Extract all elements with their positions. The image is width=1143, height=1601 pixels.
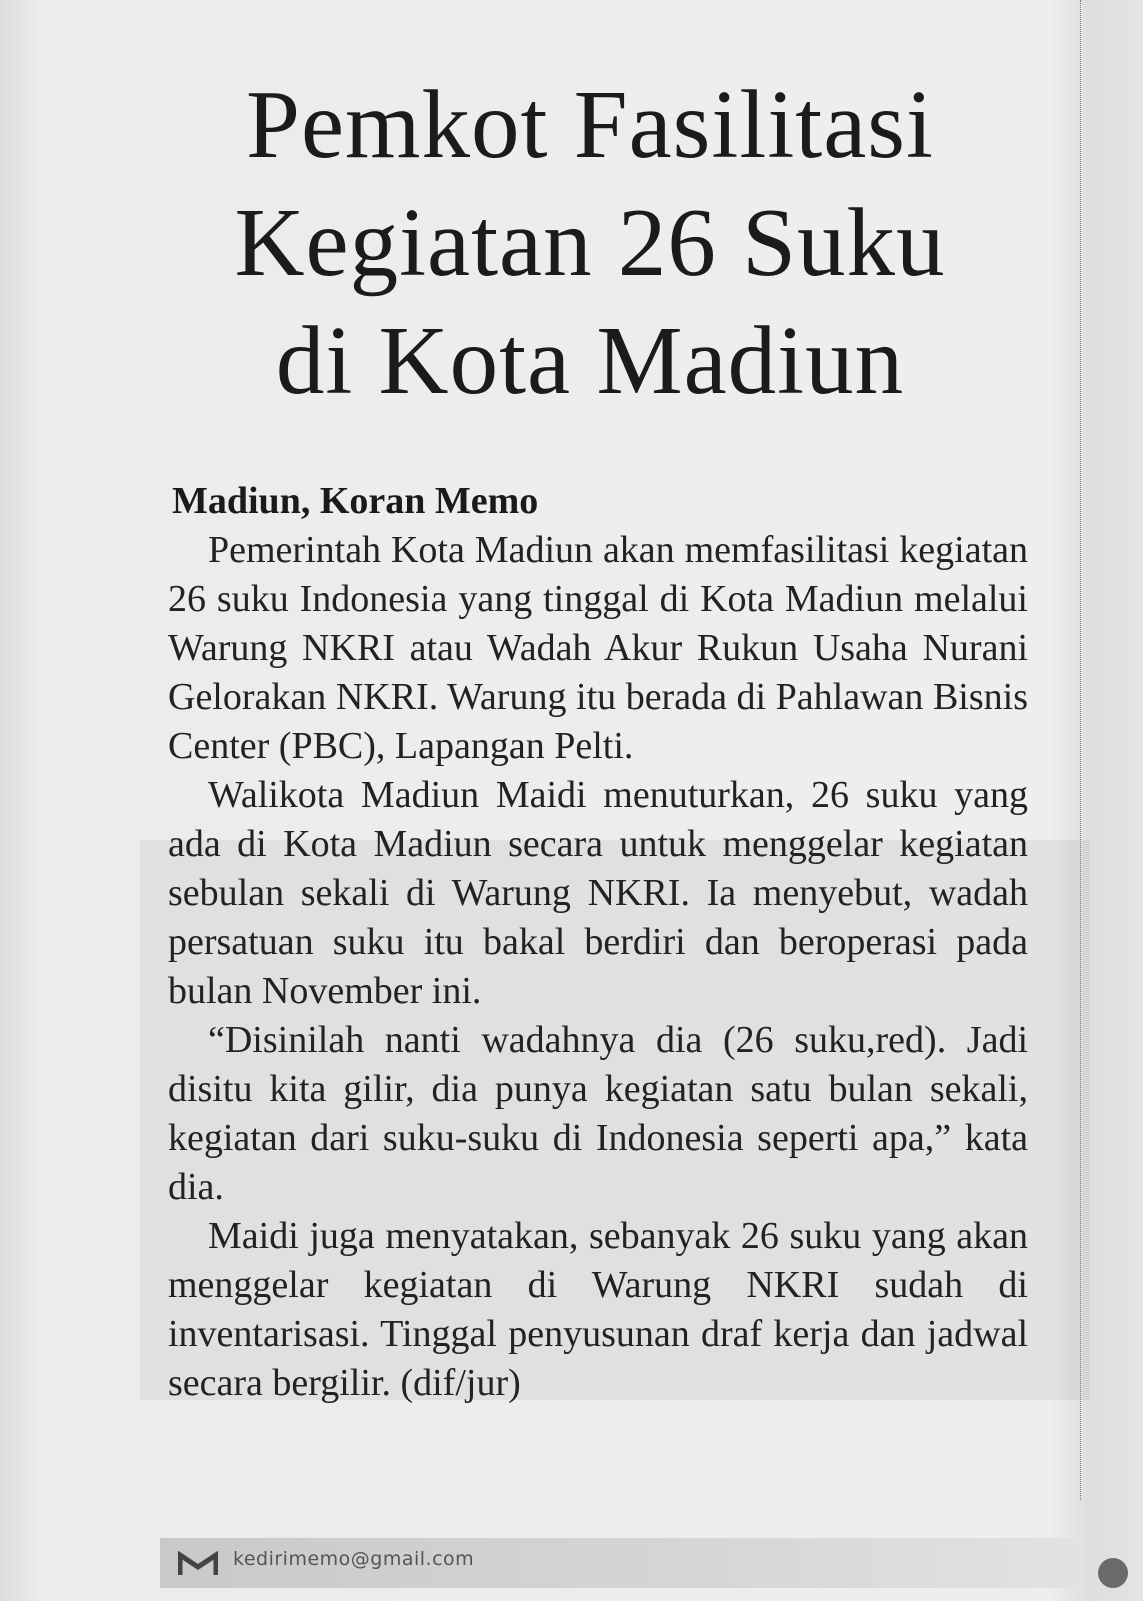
article-paragraph-3: “Disinilah nanti wadahnya dia (26 suku,red). Jadi disitu kita gilir, dia punya kegiatan satu bulan sekali, kegiatan dari suku-suku di Indonesia seperti apa,” kata dia.	[168, 1019, 1028, 1208]
article-paragraph-1: Pemerintah Kota Madiun akan memfasilitasi kegiatan 26 suku Indonesia yang tinggal di Kota Madiun melalui Warung NKRI atau Wadah Akur Rukun Usaha Nurani Gelorakan NKRI. Warung itu berada di Pahlawan Bisnis Center (PBC), Lapangan Pelti.	[168, 529, 1028, 767]
column-divider	[1080, 0, 1081, 1500]
article-paragraph-2: Walikota Madiun Maidi menuturkan, 26 suku yang ada di Kota Madiun secara untuk menggelar kegiatan sebulan sekali di Warung NKRI. Ia menyebut, wadah persatuan suku itu bakal berdiri dan beroperasi pada bulan November ini.	[168, 774, 1028, 1012]
headline-line-3: di Kota Madiun	[275, 307, 905, 414]
headline-line-1: Pemkot Fasilitasi	[246, 71, 934, 178]
mail-icon	[178, 1551, 218, 1577]
article-body	[168, 478, 1028, 1408]
page-corner-mark	[1098, 1558, 1128, 1588]
headline-line-2: Kegiatan 26 Suku	[234, 189, 946, 296]
dateline: Madiun, Koran Memo	[172, 480, 539, 522]
article-headline	[170, 66, 1010, 420]
article-paragraph-4: Maidi juga menyatakan, sebanyak 26 suku yang akan menggelar kegiatan di Warung NKRI sudah di inventarisasi. Tinggal penyusunan draf kerja dan jadwal secara bergilir. (dif/jur)	[168, 1215, 1028, 1404]
footer-email[interactable]: kedirimemo@gmail.com	[233, 1548, 475, 1570]
